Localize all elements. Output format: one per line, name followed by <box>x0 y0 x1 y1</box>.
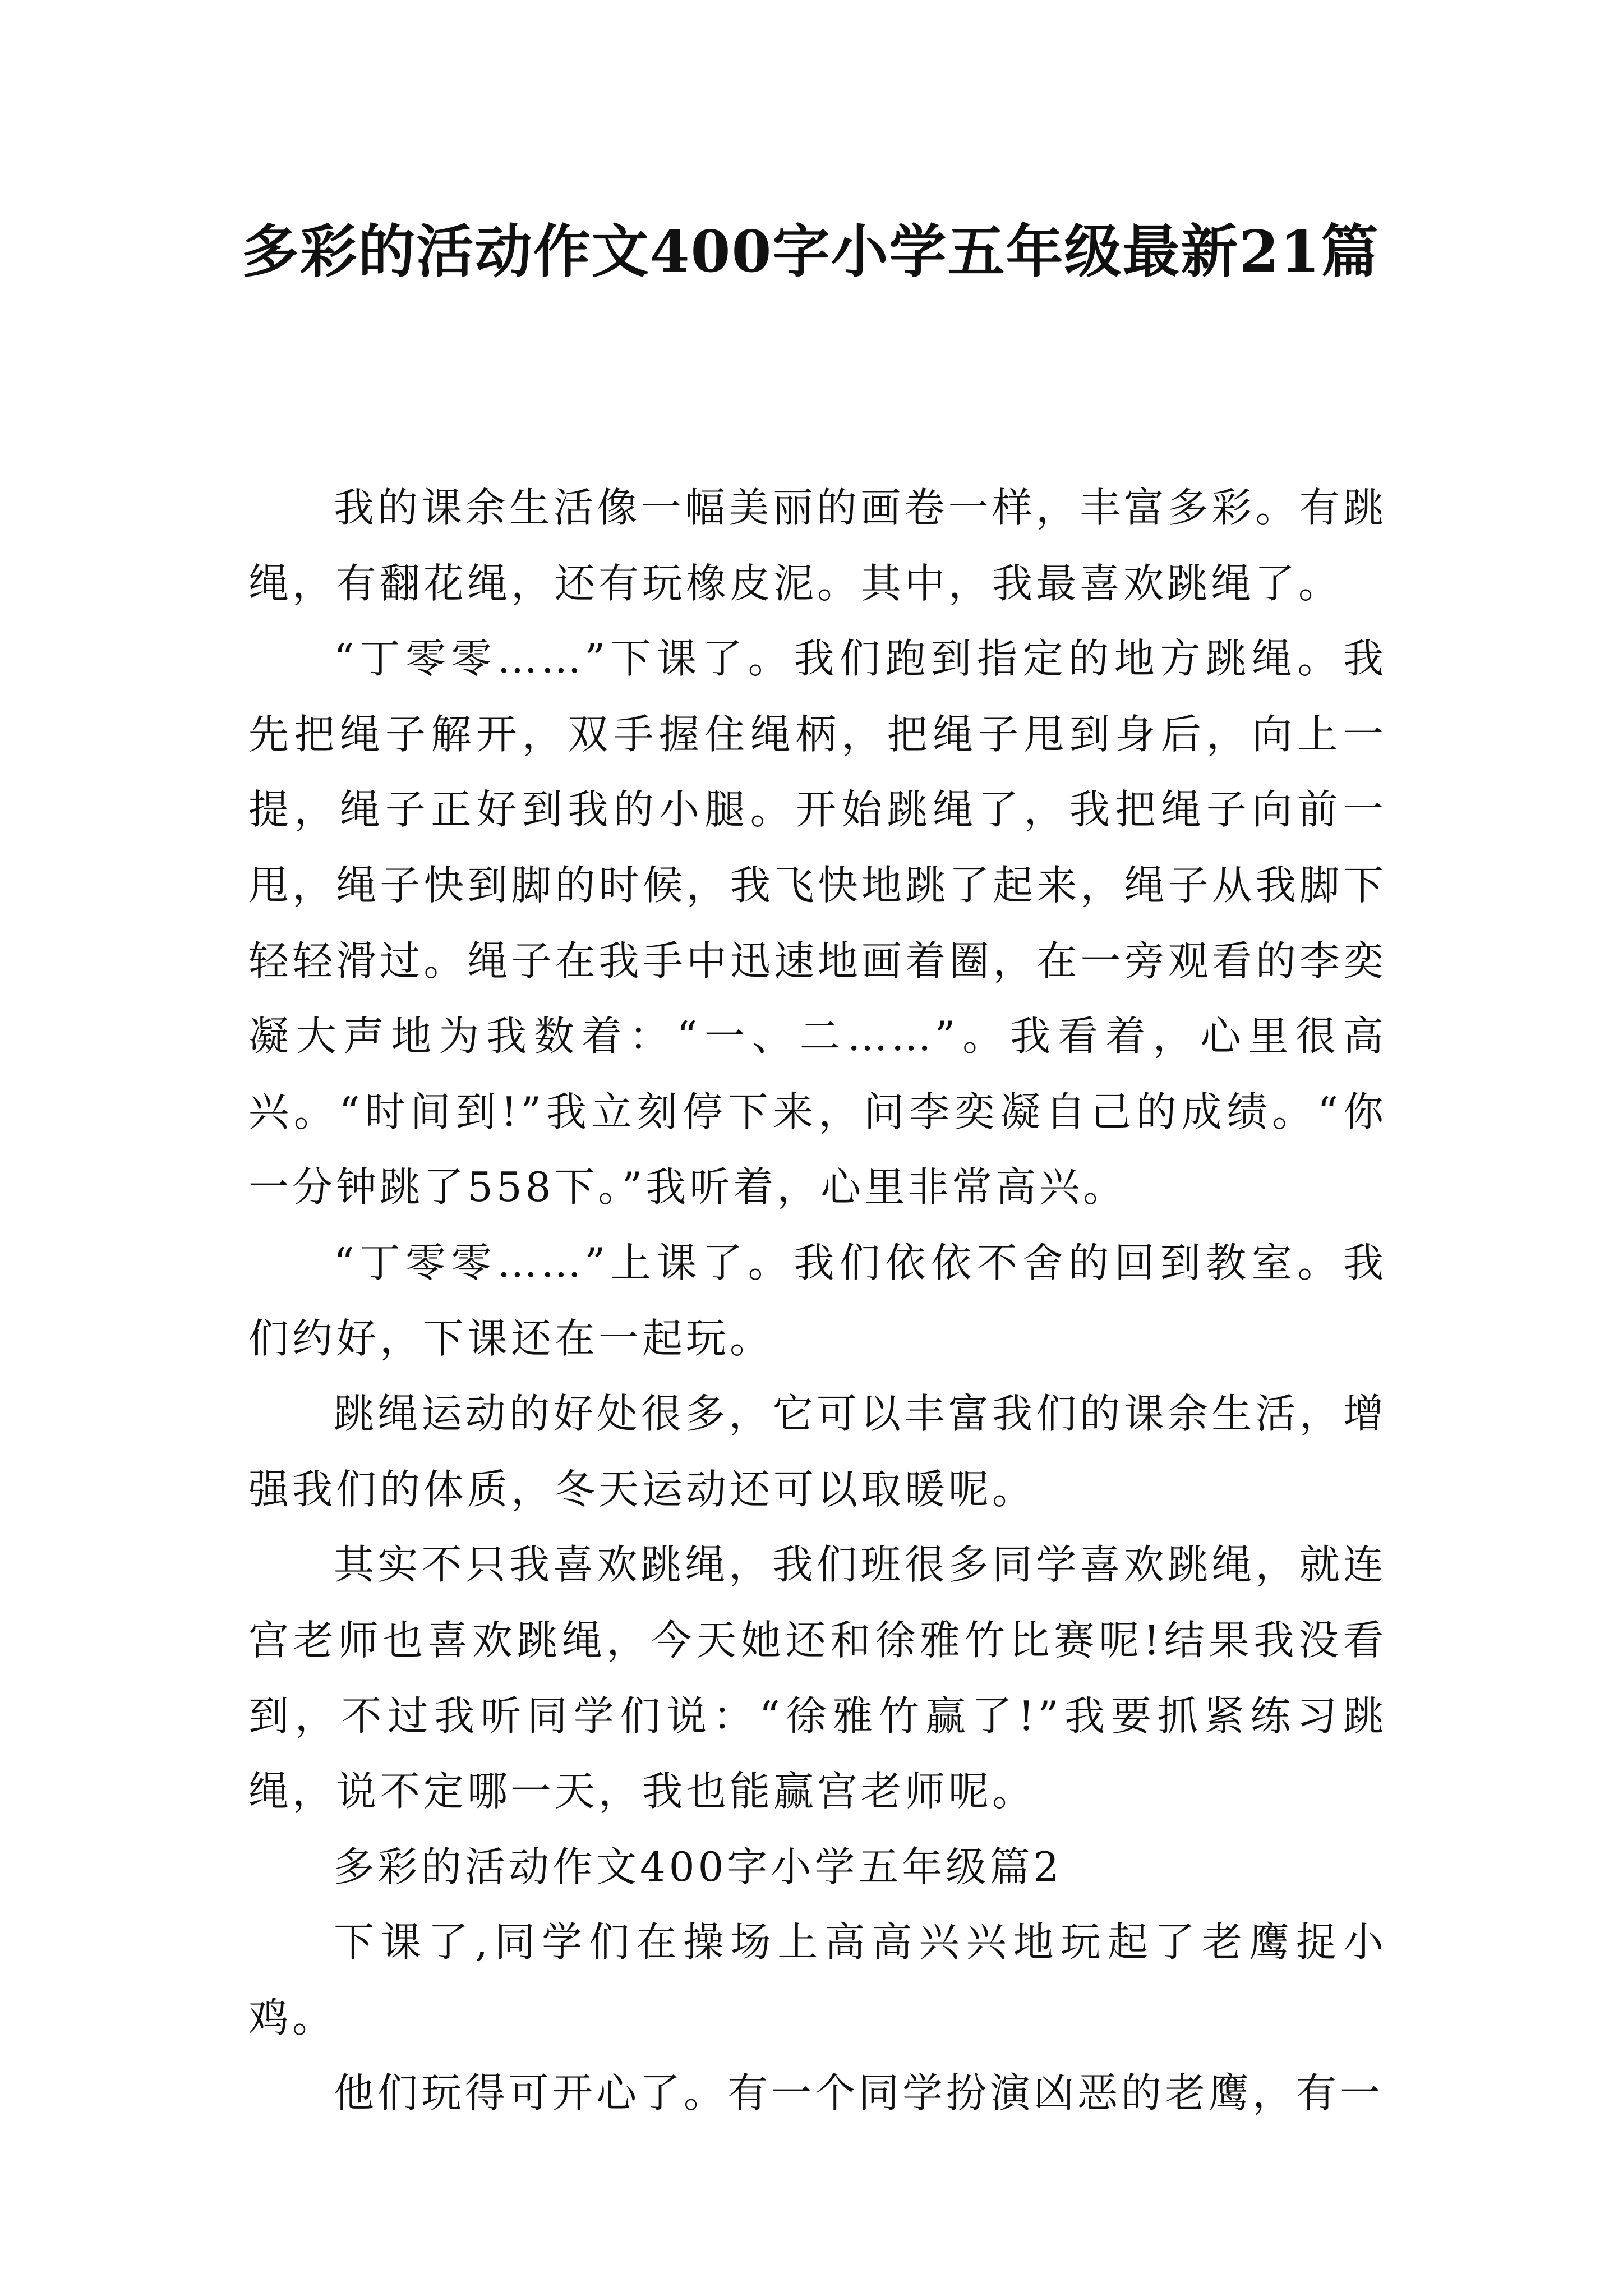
paragraph: “丁零零……”下课了。我们跑到指定的地方跳绳。我先把绳子解开，双手握住绳柄，把绳子甩到身后，向上一提，绳子正好到我的小腿。开始跳绳了，我把绳子向前一甩，绳子快到脚的时候，我飞快地跳了起来，绳子从我脚下轻轻滑过。绳子在我手中迅速地画着圈，在一旁观看的李奕凝大声地为我数着：“一、二……”。我看着，心里很高兴。“时间到!”我立刻停下来，问李奕凝自己的成绩。“你一分钟跳了558下。”我听着，心里非常高兴。 <box>248 635 1387 1211</box>
paragraph: 他们玩得可开心了。有一个同学扮演凶恶的老鹰，有一 <box>334 2069 1384 2117</box>
paragraph: 其实不只我喜欢跳绳，我们班很多同学喜欢跳绳，就连宫老师也喜欢跳绳，今天她还和徐雅竹比赛呢!结果我没看到，不过我听同学们说：“徐雅竹赢了!”我要抓紧练习跳绳，说不定哪一天，我也能赢宫老师呢。 <box>248 1541 1387 1815</box>
paragraph: 跳绳运动的好处很多，它可以丰富我们的课余生活，增强我们的体质，冬天运动还可以取暖呢。 <box>248 1390 1387 1513</box>
paragraph: “丁零零……”上课了。我们依依不舍的回到教室。我们约好，下课还在一起玩。 <box>248 1239 1387 1362</box>
document-body <box>248 470 1387 2131</box>
document-title: 多彩的活动作文400字小学五年级最新21篇 <box>241 218 1380 286</box>
section-heading: 多彩的活动作文400字小学五年级篇2 <box>334 1843 1063 1890</box>
paragraph: 我的课余生活像一幅美丽的画卷一样，丰富多彩。有跳绳，有翻花绳，还有玩橡皮泥。其中，我最喜欢跳绳了。 <box>248 484 1387 607</box>
paragraph: 下课了,同学们在操场上高高兴兴地玩起了老鹰捉小鸡。 <box>248 1918 1387 2041</box>
